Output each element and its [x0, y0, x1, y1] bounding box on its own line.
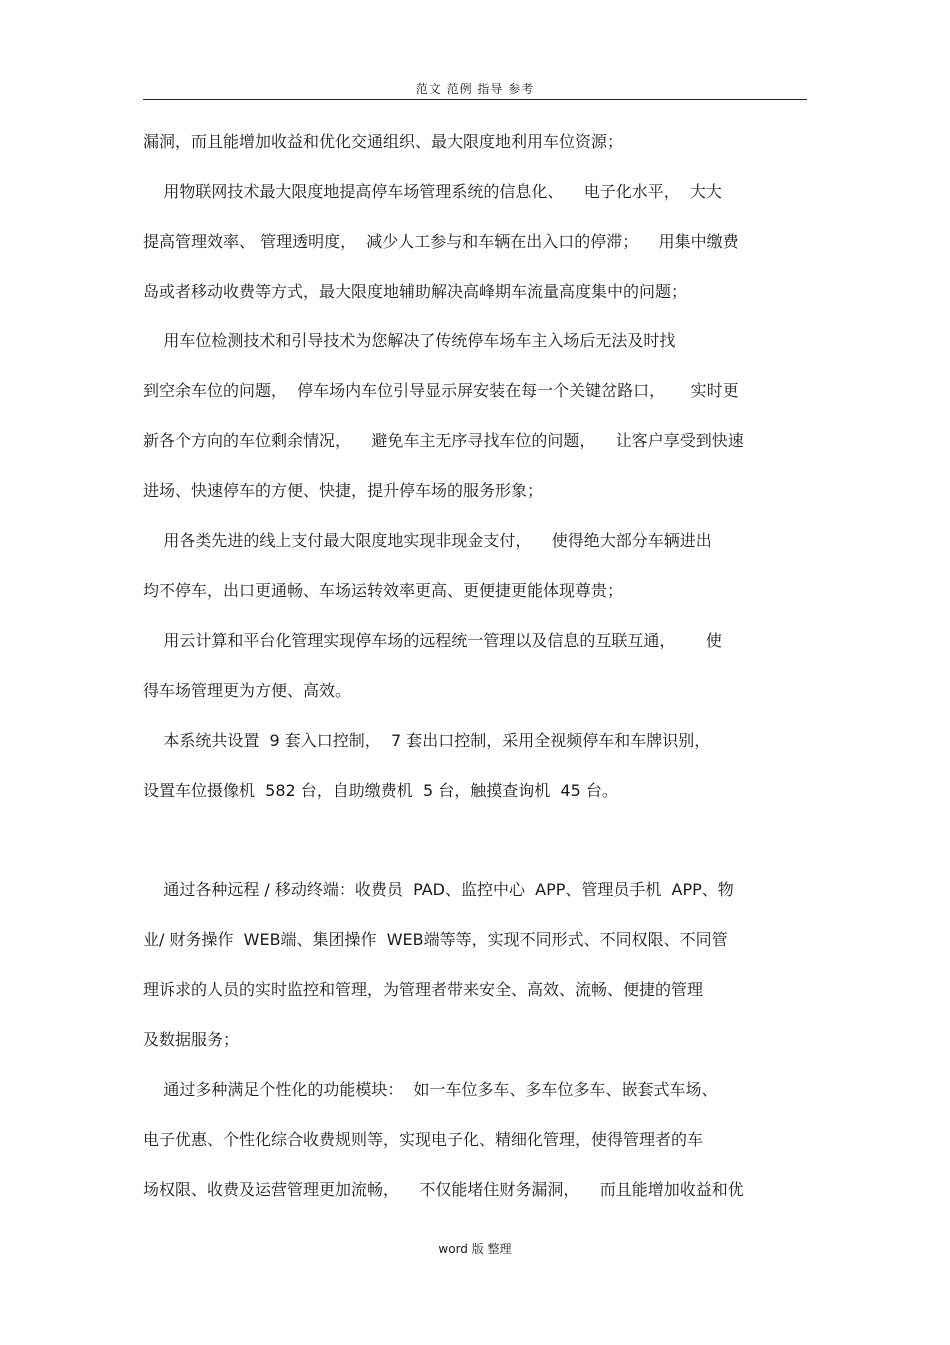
text-line: 均不停车，出口更通畅、车场运转效率更高、更便捷更能体现尊贵； — [143, 581, 624, 600]
page-footer: word 版 整理 — [438, 1242, 512, 1256]
text-line: 到空余车位的问题， 停车场内车位引导显示屏安装在每一个关键岔路口， 实时更 — [143, 381, 739, 400]
text-line: 及数据服务； — [143, 1030, 240, 1049]
text-line: 本系统共设置 9 套入口控制， 7 套出口控制，采用全视频停车和车牌识别， — [143, 731, 711, 750]
header-rule — [143, 99, 807, 100]
text-line: 得车场管理更为方便、高效。 — [143, 681, 352, 700]
text-line: 岛或者移动收费等方式，最大限度地辅助解决高峰期车流量高度集中的问题； — [143, 282, 688, 301]
text-line: 提高管理效率、 管理透明度， 减少人工参与和车辆在出入口的停滞； 用集中缴费 — [143, 232, 739, 251]
text-line: 通过多种满足个性化的功能模块： 如一车位多车、多车位多车、嵌套式车场、 — [143, 1080, 718, 1099]
page-header: 范文 范例 指导 参考 — [415, 82, 535, 96]
text-line: 漏洞，而且能增加收益和优化交通组织、最大限度地利用车位资源； — [143, 132, 624, 151]
text-line: 用云计算和平台化管理实现停车场的远程统一管理以及信息的互联互通， 使 — [143, 631, 722, 650]
text-line: 电子优惠、个性化综合收费规则等，实现电子化、精细化管理，使得管理者的车 — [143, 1130, 704, 1149]
text-line: 业/ 财务操作 WEB端、集团操作 WEB端等等，实现不同形式、不同权限、不同管 — [143, 930, 728, 949]
text-line: 通过各种远程 / 移动终端：收费员 PAD、监控中心 APP、管理员手机 APP、物 — [143, 880, 734, 899]
text-line: 理诉求的人员的实时监控和管理，为管理者带来安全、高效、流畅、便捷的管理 — [143, 980, 704, 999]
text-line: 用车位检测技术和引导技术为您解决了传统停车场车主入场后无法及时找 — [143, 331, 676, 350]
text-line: 用物联网技术最大限度地提高停车场管理系统的信息化、 电子化水平， 大大 — [143, 182, 722, 201]
text-line: 设置车位摄像机 582 台，自助缴费机 5 台，触摸查询机 45 台。 — [143, 781, 618, 800]
text-line: 进场、快速停车的方便、快捷，提升停车场的服务形象； — [143, 481, 544, 500]
text-line: 新各个方向的车位剩余情况， 避免车主无序寻找车位的问题， 让客户享受到快速 — [143, 431, 744, 450]
text-line: 用各类先进的线上支付最大限度地实现非现金支付， 使得绝大部分车辆进出 — [143, 531, 712, 550]
text-line: 场权限、收费及运营管理更加流畅， 不仅能堵住财务漏洞， 而且能增加收益和优 — [143, 1180, 744, 1199]
